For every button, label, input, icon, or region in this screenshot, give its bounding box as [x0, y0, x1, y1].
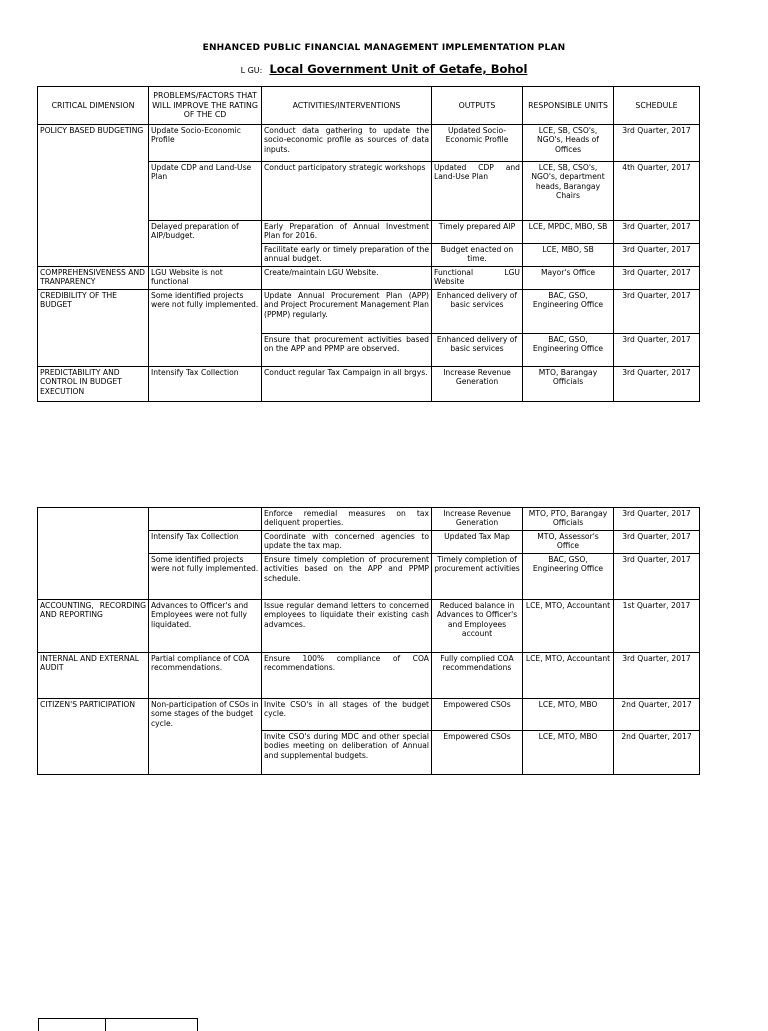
output-cell: Increase Revenue Generation: [432, 367, 523, 402]
activity-cell: Early Preparation of Annual Investment Plan for 2016.: [262, 221, 432, 244]
schedule-cell: 3rd Quarter, 2017: [614, 244, 700, 267]
output-cell: Updated CDP and Land-Use Plan: [432, 162, 523, 221]
schedule-cell: 2nd Quarter, 2017: [614, 731, 700, 775]
responsible-cell: MTO, Barangay Officials: [523, 367, 614, 402]
lgu-name: Local Government Unit of Getafe, Bohol: [269, 62, 528, 76]
activity-cell: Invite CSO's in all stages of the budget cycle.: [262, 699, 432, 731]
problem-cell: Intensify Tax Collection: [149, 367, 262, 402]
activity-cell: Create/maintain LGU Website.: [262, 267, 432, 290]
problem-cell: [149, 508, 262, 531]
responsible-cell: BAC, GSO, Engineering Office: [523, 554, 614, 600]
problem-cell: Update CDP and Land-Use Plan: [149, 162, 262, 221]
lgu-label: L GU:: [240, 66, 263, 75]
schedule-cell: 3rd Quarter, 2017: [614, 267, 700, 290]
lgu-line: [0, 58, 768, 77]
responsible-cell: LCE, SB, CSO's, NGO's, Heads of Offices: [523, 125, 614, 162]
output-cell: Empowered CSOs: [432, 731, 523, 775]
activity-cell: Enforce remedial measures on tax deliquent properties.: [262, 508, 432, 531]
table-row: [38, 600, 700, 653]
output-cell: Updated Tax Map: [432, 531, 523, 554]
responsible-cell: LCE, MPDC, MBO, SB: [523, 221, 614, 244]
activity-cell: Ensure timely completion of procurement activities based on the APP and PPMP schedule.: [262, 554, 432, 600]
dimension-cell: CREDIBILITY OF THE BUDGET: [38, 290, 149, 367]
table-row: [38, 367, 700, 402]
dimension-cell: ACCOUNTING, RECORDING AND REPORTING: [38, 600, 149, 653]
footer-divider: [105, 1019, 106, 1031]
responsible-cell: BAC, GSO, Engineering Office: [523, 290, 614, 334]
responsible-cell: MTO, PTO, Barangay Officials: [523, 508, 614, 531]
activity-cell: Issue regular demand letters to concerned employees to liquidate their existing cash advamces.: [262, 600, 432, 653]
responsible-cell: LCE, SB, CSO's, NGO's, department heads, Barangay Chairs: [523, 162, 614, 221]
footer-table-fragment: [38, 1018, 198, 1031]
schedule-cell: 1st Quarter, 2017: [614, 600, 700, 653]
header-outputs: OUTPUTS: [432, 87, 523, 125]
schedule-cell: 3rd Quarter, 2017: [614, 508, 700, 531]
implementation-plan-table-continued: [37, 507, 700, 775]
activity-cell: Ensure 100% compliance of COA recommendations.: [262, 653, 432, 699]
output-cell: Functional LGU Website: [432, 267, 523, 290]
schedule-cell: 2nd Quarter, 2017: [614, 699, 700, 731]
problem-cell: Delayed preparation of AIP/budget.: [149, 221, 262, 267]
dimension-cell-empty: [38, 508, 149, 600]
header-schedule: SCHEDULE: [614, 87, 700, 125]
output-cell: Fully complied COA recommendations: [432, 653, 523, 699]
responsible-cell: LCE, MBO, SB: [523, 244, 614, 267]
activity-cell: Coordinate with concerned agencies to update the tax map.: [262, 531, 432, 554]
dimension-cell: PREDICTABILITY AND CONTROL IN BUDGET EXECUTION: [38, 367, 149, 402]
activity-cell: Conduct participatory strategic workshops: [262, 162, 432, 221]
activity-cell: Facilitate early or timely preparation of the annual budget.: [262, 244, 432, 267]
problem-cell: Update Socio-Economic Profile: [149, 125, 262, 162]
activity-cell: Conduct data gathering to update the socio-economic profile as sources of data inputs.: [262, 125, 432, 162]
table-row: [38, 653, 700, 699]
schedule-cell: 3rd Quarter, 2017: [614, 334, 700, 367]
problem-cell: LGU Website is not functional: [149, 267, 262, 290]
problem-cell: Partial compliance of COA recommendations.: [149, 653, 262, 699]
schedule-cell: 3rd Quarter, 2017: [614, 653, 700, 699]
dimension-cell: INTERNAL AND EXTERNAL AUDIT: [38, 653, 149, 699]
responsible-cell: LCE, MTO, Accountant: [523, 653, 614, 699]
header-row: [38, 87, 700, 125]
output-cell: Budget enacted on time.: [432, 244, 523, 267]
table-row: [38, 699, 700, 731]
schedule-cell: 3rd Quarter, 2017: [614, 531, 700, 554]
schedule-cell: 3rd Quarter, 2017: [614, 554, 700, 600]
output-cell: Updated Socio-Economic Profile: [432, 125, 523, 162]
header-activities: ACTIVITIES/INTERVENTIONS: [262, 87, 432, 125]
schedule-cell: 3rd Quarter, 2017: [614, 221, 700, 244]
activity-cell: Invite CSO's during MDC and other special bodies meeting on deliberation of Annual and supplemental budgets.: [262, 731, 432, 775]
dimension-cell: CITIZEN'S PARTICIPATION: [38, 699, 149, 775]
responsible-cell: LCE, MTO, MBO: [523, 731, 614, 775]
schedule-cell: 4th Quarter, 2017: [614, 162, 700, 221]
responsible-cell: MTO, Assessor's Office: [523, 531, 614, 554]
activity-cell: Update Annual Procurement Plan (APP) and Project Procurement Management Plan (PPMP) regularly.: [262, 290, 432, 334]
table-row: [38, 290, 700, 334]
table-row: [38, 125, 700, 162]
output-cell: Enhanced delivery of basic services: [432, 334, 523, 367]
output-cell: Timely completion of procurement activities: [432, 554, 523, 600]
dimension-cell: COMPREHENSIVENESS AND TRANPARENCY: [38, 267, 149, 290]
responsible-cell: LCE, MTO, Accountant: [523, 600, 614, 653]
responsible-cell: Mayor's Office: [523, 267, 614, 290]
table-row: [38, 508, 700, 531]
schedule-cell: 3rd Quarter, 2017: [614, 290, 700, 334]
problem-cell: Intensify Tax Collection: [149, 531, 262, 554]
header-critical-dimension: CRITICAL DIMENSION: [38, 87, 149, 125]
header-problems: PROBLEMS/FACTORS THAT WILL IMPROVE THE RATING OF THE CD: [149, 87, 262, 125]
activity-cell: Ensure that procurement activities based on the APP and PPMP are observed.: [262, 334, 432, 367]
responsible-cell: LCE, MTO, MBO: [523, 699, 614, 731]
schedule-cell: 3rd Quarter, 2017: [614, 367, 700, 402]
activity-cell: Conduct regular Tax Campaign in all brgys.: [262, 367, 432, 402]
dimension-cell: POLICY BASED BUDGETING: [38, 125, 149, 267]
output-cell: Increase Revenue Generation: [432, 508, 523, 531]
header-responsible-units: RESPONSIBLE UNITS: [523, 87, 614, 125]
output-cell: Reduced balance in Advances to Officer's and Employees account: [432, 600, 523, 653]
document-title: ENHANCED PUBLIC FINANCIAL MANAGEMENT IMPLEMENTATION PLAN: [202, 43, 566, 53]
output-cell: Enhanced delivery of basic services: [432, 290, 523, 334]
problem-cell: Some identified projects were not fully implemented.: [149, 290, 262, 367]
problem-cell: Non-participation of CSOs in some stages of the budget cycle.: [149, 699, 262, 775]
table-row: [38, 267, 700, 290]
output-cell: Empowered CSOs: [432, 699, 523, 731]
output-cell: Timely prepared AIP: [432, 221, 523, 244]
responsible-cell: BAC, GSO, Engineering Office: [523, 334, 614, 367]
problem-cell: Some identified projects were not fully implemented.: [149, 554, 262, 600]
implementation-plan-table: [37, 86, 700, 402]
schedule-cell: 3rd Quarter, 2017: [614, 125, 700, 162]
problem-cell: Advances to Officer's and Employees were not fully liquidated.: [149, 600, 262, 653]
